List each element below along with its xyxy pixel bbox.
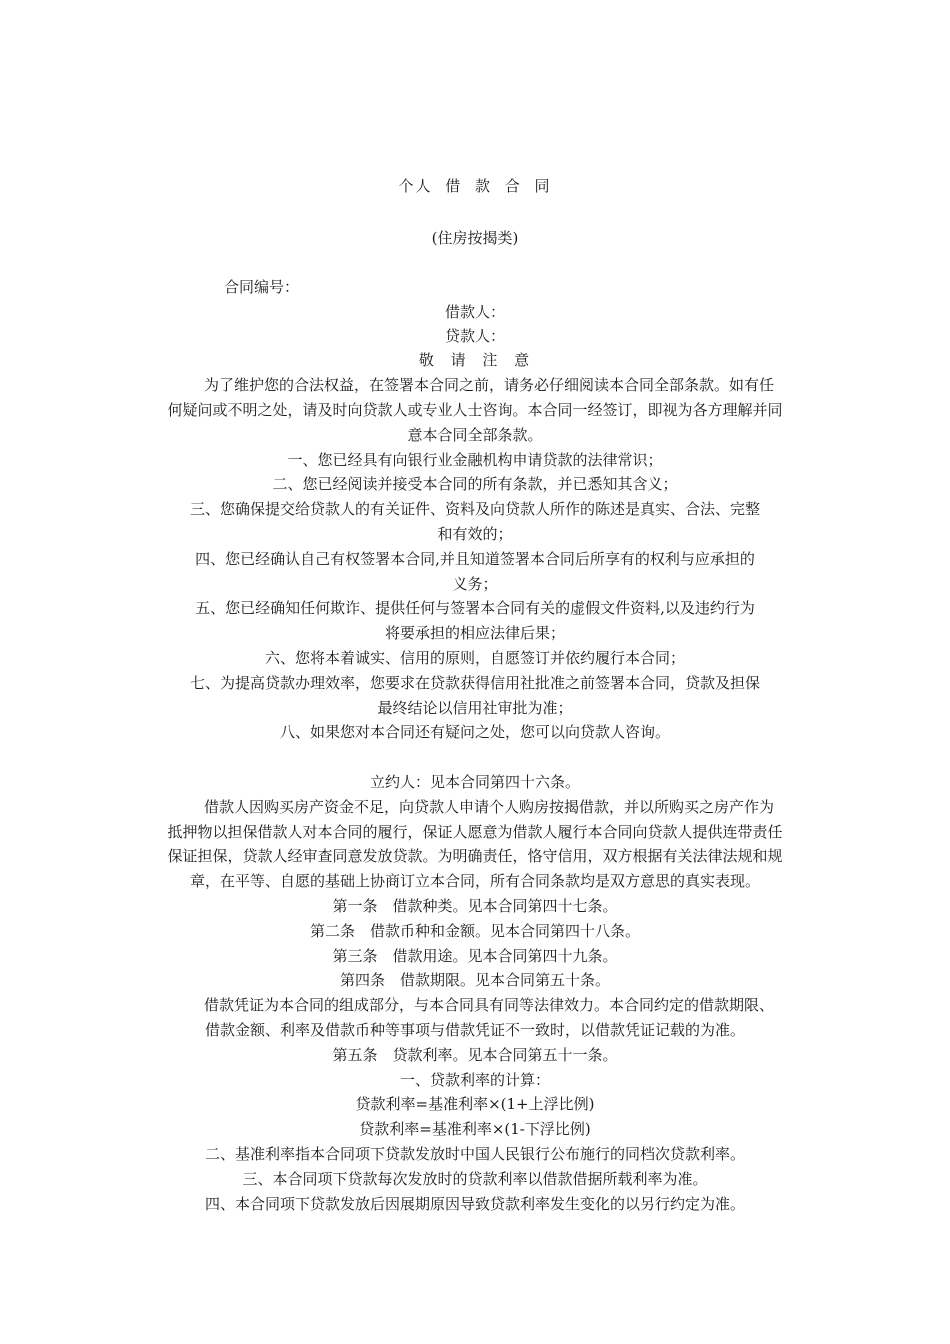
rate-item: 二、基准利率指本合同项下贷款发放时中国人民银行公布施行的同档次贷款利率。 [204, 1145, 745, 1163]
voucher-paragraph-line: 借款凭证为本合同的组成部分，与本合同具有同等法律效力。本合同约定的借款期限、 [203, 996, 774, 1014]
rate-formula: 贷款利率=基准利率×(1+上浮比例) [355, 1095, 595, 1113]
notice-item: 和有效的； [437, 525, 513, 543]
notice-item: 八、如果您对本合同还有疑问之处，您可以向贷款人咨询。 [279, 723, 670, 741]
lender-label: 贷款人： [444, 327, 505, 345]
notice-item: 二、您已经阅读并接受本合同的所有条款，并已悉知其含义； [272, 475, 678, 493]
voucher-paragraph-line: 借款金额、利率及借款币种等事项与借款凭证不一致时，以借款凭证记载的为准。 [204, 1021, 745, 1039]
rate-item: 四、本合同项下贷款发放后因展期原因导致贷款利率发生变化的以另行约定为准。 [204, 1195, 745, 1213]
notice-item: 六、您将本着诚实、信用的原则，自愿签订并依约履行本合同； [264, 649, 685, 667]
notice-item: 一、您已经具有向银行业金融机构申请贷款的法律常识； [287, 451, 663, 469]
notice-intro-line: 意本合同全部条款。 [407, 426, 543, 444]
parties-line: 立约人：见本合同第四十六条。 [369, 773, 580, 791]
rate-item: 三、本合同项下贷款每次发放时的贷款利率以借款借据所载利率为准。 [242, 1170, 708, 1188]
contract-number-label: 合同编号： [224, 278, 300, 296]
preamble-line: 抵押物以担保借款人对本合同的履行，保证人愿意为借款人履行本合同向贷款人提供连带责任 [167, 823, 783, 841]
notice-intro-line: 何疑问或不明之处，请及时向贷款人或专业人士咨询。本合同一经签订，即视为各方理解并同 [167, 401, 783, 419]
notice-heading: 敬 请 注 意 [418, 351, 532, 369]
document-title: 个人 借 款 合 同 [398, 177, 552, 195]
article-1: 第一条 借款种类。见本合同第四十七条。 [332, 897, 618, 915]
preamble-line: 借款人因购买房产资金不足，向贷款人申请个人购房按揭借款，并以所购买之房产作为 [203, 798, 774, 816]
article-4: 第四条 借款期限。见本合同第五十条。 [339, 971, 610, 989]
article-3: 第三条 借款用途。见本合同第四十九条。 [332, 947, 618, 965]
preamble-line: 保证担保，贷款人经审查同意发放贷款。为明确责任，恪守信用，双方根据有关法律法规和规 [167, 847, 783, 865]
notice-item: 最终结论以信用社审批为准； [377, 699, 573, 717]
notice-item: 义务； [452, 575, 498, 593]
notice-item: 将要承担的相应法律后果； [384, 624, 565, 642]
notice-intro-line: 为了维护您的合法权益，在签署本合同之前，请务必仔细阅读本合同全部条款。如有任 [203, 376, 774, 394]
borrower-label: 借款人： [444, 303, 505, 321]
notice-item: 七、为提高贷款办理效率，您要求在贷款获得信用社批准之前签署本合同，贷款及担保 [189, 674, 760, 692]
article-5: 第五条 贷款利率。见本合同第五十一条。 [332, 1046, 618, 1064]
rate-item: 一、贷款利率的计算： [399, 1071, 550, 1089]
notice-item: 三、您确保提交给贷款人的有关证件、资料及向贷款人所作的陈述是真实、合法、完整 [189, 500, 760, 518]
notice-item: 四、您已经确认自己有权签署本合同,并且知道签署本合同后所享有的权利与应承担的 [195, 550, 755, 568]
article-2: 第二条 借款币种和金额。见本合同第四十八条。 [309, 922, 640, 940]
preamble-line: 章，在平等、自愿的基础上协商订立本合同，所有合同条款均是双方意思的真实表现。 [189, 872, 760, 890]
rate-formula: 贷款利率=基准利率×(1-下浮比例) [359, 1120, 591, 1138]
document-subtitle: (住房按揭类) [431, 229, 519, 247]
notice-item: 五、您已经确知任何欺诈、提供任何与签署本合同有关的虚假文件资料,以及违约行为 [195, 599, 755, 617]
